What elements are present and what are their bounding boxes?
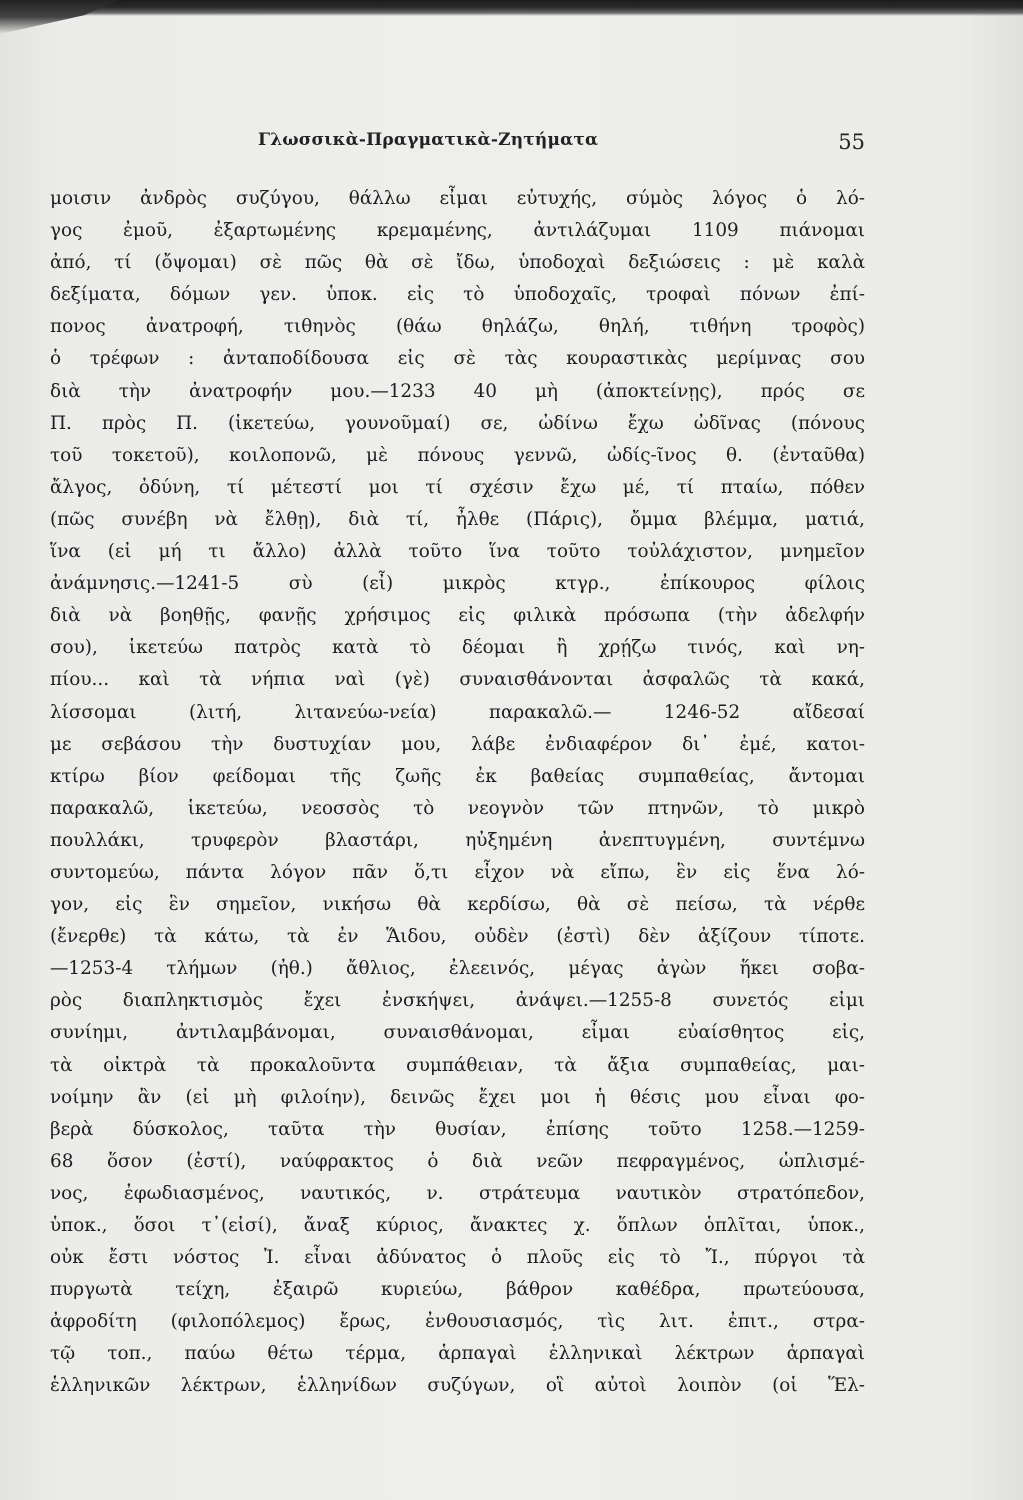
text-line: κτίρω βίον φείδομαι τῆς ζωῆς ἐκ βαθείας συμπαθείας, ἄντομαι xyxy=(50,765,865,787)
text-line: (ἔνερθε) τὰ κάτω, τὰ ἐν Ἅιδου, οὐδὲν (ἐστὶ) δὲν ἀξίζουν τίποτε. xyxy=(50,926,865,948)
text-line: νος, ἐφωδιασμένος, ναυτικός, ν. στράτευμα ναυτικὸν στρατόπεδον, xyxy=(50,1182,865,1204)
text-line: ὑποκ., ὅσοι τ᾽(εἰσί), ἄναξ κύριος, ἄνακτες χ. ὅπλων ὁπλῖται, ὑποκ., xyxy=(50,1215,865,1236)
page-corner-shadow xyxy=(0,0,120,34)
text-line: πυργωτὰ τείχη, ἐξαιρῶ κυριεύω, βάθρον καθέδρα, πρωτεύουσα, xyxy=(50,1279,865,1301)
text-line: —1253-4 τλήμων (ἠθ.) ἄθλιος, ἐλεεινός, μέγας ἀγὼν ἥκει σοβα- xyxy=(50,958,865,980)
text-line: συνίημι, ἀντιλαμβάνομαι, συναισθάνομαι, εἶμαι εὐαίσθητος εἰς, xyxy=(50,1022,865,1044)
text-line: οὐκ ἔστι νόστος Ἰ. εἶναι ἀδύνατος ὁ πλοῦς εἰς τὸ Ἴ., πύργοι τὰ xyxy=(50,1247,865,1269)
text-line: τὰ οἰκτρὰ τὰ προκαλοῦντα συμπάθειαν, τὰ ἄξια συμπαθείας, μαι- xyxy=(50,1054,865,1076)
text-line: πίου... καὶ τὰ νήπια ναὶ (γὲ) συναισθάνονται ἀσφαλῶς τὰ κακά, xyxy=(50,669,865,691)
text-line: τῷ τοπ., παύω θέτω τέρμα, ἁρπαγαὶ ἑλληνικαὶ λέκτρων ἁρπαγαὶ xyxy=(50,1343,865,1365)
text-line: βερὰ δύσκολος, ταῦτα τὴν θυσίαν, ἐπίσης τοῦτο 1258.—1259- xyxy=(50,1118,865,1140)
text-line: Π. πρὸς Π. (ἱκετεύω, γουνοῦμαί) σε, ὠδίνω ἔχω ὠδῖνας (πόνους xyxy=(50,412,865,434)
text-line: νοίμην ἂν (εἰ μὴ φιλοίην), δεινῶς ἔχει μοι ἡ θέσις μου εἶναι φο- xyxy=(50,1086,865,1108)
text-line: ὁ τρέφων : ἀνταποδίδουσα εἰς σὲ τὰς κουραστικὰς μερίμνας σου xyxy=(50,348,865,370)
text-line: ρὸς διαπληκτισμὸς ἔχει ἐνσκήψει, ἀνάψει.—1255-8 συνετός εἰμι xyxy=(50,990,865,1012)
text-line: (πῶς συνέβη νὰ ἔλθῃ), διὰ τί, ἦλθε (Πάρις), ὄμμα βλέμμα, ματιά, xyxy=(50,508,865,530)
text-line: με σεβάσου τὴν δυστυχίαν μου, λάβε ἐνδιαφέρον δι᾽ ἐμέ, κατοι- xyxy=(50,733,865,755)
text-line: διὰ τὴν ἀνατροφήν μου.—1233 40 μὴ (ἀποκτείνῃς), πρός σε xyxy=(50,380,865,402)
text-line: γος ἐμοῦ, ἐξαρτωμένης κρεμαμένης, ἀντιλάζυμαι 1109 πιάνομαι xyxy=(50,220,865,242)
text-line: ἄλγος, ὀδύνη, τί μέτεστί μοι τί σχέσιν ἔχω μέ, τί πταίω, πόθεν xyxy=(50,476,865,498)
text-line: διὰ νὰ βοηθῇς, φανῇς χρήσιμος εἰς φιλικὰ πρόσωπα (τὴν ἀδελφήν xyxy=(50,605,865,627)
running-head xyxy=(0,130,1023,160)
text-line: λίσσομαι (λιτή, λιτανεύω-νεία) παρακαλῶ.— 1246-52 αἴδεσαί xyxy=(50,701,865,723)
text-line: πονος ἀνατροφή, τιθηνὸς (θάω θηλάζω, θηλή, τιθήνη τροφὸς) xyxy=(50,316,865,338)
page-number: 55 xyxy=(838,130,865,154)
running-head-title: Γλωσσικὰ-Πραγματικὰ-Ζητήματα xyxy=(258,130,599,150)
page-top-shadow xyxy=(0,0,1023,16)
text-line: 68 ὅσον (ἐστί), ναύφρακτος ὁ διὰ νεῶν πεφραγμένος, ὡπλισμέ- xyxy=(50,1150,865,1172)
text-line: παρακαλῶ, ἱκετεύω, νεοσσὸς τὸ νεογνὸν τῶν πτηνῶν, τὸ μικρὸ xyxy=(50,797,865,819)
commentary-text-block xyxy=(50,183,865,1403)
text-line: δεξίματα, δόμων γεν. ὑποκ. εἰς τὸ ὑποδοχαῖς, τροφαὶ πόνων ἐπί- xyxy=(50,284,865,306)
text-line: ἀφροδίτη (φιλοπόλεμος) ἔρως, ἐνθουσιασμός, τὶς λιτ. ἐπιτ., στρα- xyxy=(50,1311,865,1333)
text-line: τοῦ τοκετοῦ), κοιλοπονῶ, μὲ πόνους γεννῶ, ὠδίς-ῖνος θ. (ἐνταῦθα) xyxy=(50,444,865,466)
text-line: ἵνα (εἰ μή τι ἄλλο) ἀλλὰ τοῦτο ἵνα τοῦτο τοὐλάχιστον, μνημεῖον xyxy=(50,541,865,563)
text-line: πουλλάκι, τρυφερὸν βλαστάρι, ηὐξημένη ἀνεπτυγμένη, συντέμνω xyxy=(50,829,865,851)
text-line: σου), ἱκετεύω πατρὸς κατὰ τὸ δέομαι ἢ χρῄζω τινός, καὶ νη- xyxy=(50,637,865,659)
text-line: ἀνάμνησις.—1241-5 σὺ (εἶ) μικρὸς κτγρ., ἐπίκουρος φίλοις xyxy=(50,573,865,595)
text-line: γον, εἰς ἓν σημεῖον, νικήσω θὰ κερδίσω, θὰ σὲ πείσω, τὰ νέρθε xyxy=(50,894,865,916)
text-line: ἀπό, τί (ὄψομαι) σὲ πῶς θὰ σὲ ἴδω, ὑποδοχαὶ δεξιώσεις : μὲ καλὰ xyxy=(50,252,865,274)
text-line: συντομεύω, πάντα λόγον πᾶν ὅ,τι εἶχον νὰ εἴπω, ἓν εἰς ἕνα λό- xyxy=(50,861,865,883)
text-line: ἑλληνικῶν λέκτρων, ἑλληνίδων συζύγων, οἳ αὐτοὶ λοιπὸν (οἱ Ἕλ- xyxy=(50,1375,865,1397)
text-line: μοισιν ἀνδρὸς συζύγου, θάλλω εἶμαι εὐτυχής, σύμὸς λόγος ὁ λό- xyxy=(50,188,865,209)
